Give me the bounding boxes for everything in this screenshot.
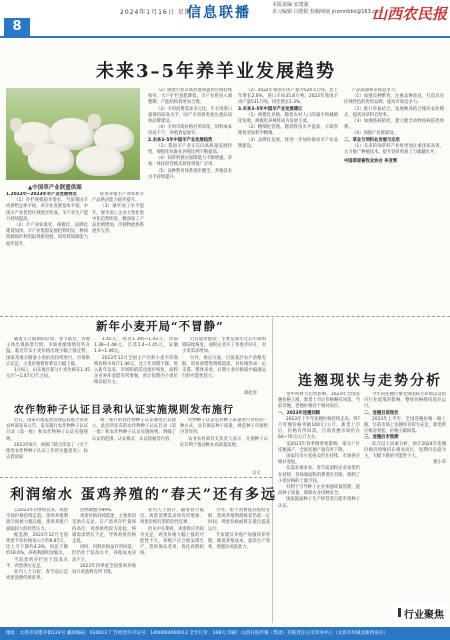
paragraph: 1月6日，山东地区部分小麦价格在1.45元/斤~1.47元/斤之间。 — [6, 368, 90, 380]
paragraph: 另外，供应方面，目前基层农户余粮有限，贸易商惜售情绪较浓，对价格形成一定支撑。整体来看，后期小麦价格稳中偏强运行的可能性较大。 — [182, 355, 266, 380]
wheat-column-3 — [182, 337, 266, 389]
paragraph: （2）精细化管理。随着科技水平提高，羊场管理将更加科学精细。 — [238, 125, 338, 137]
sheep-head — [22, 142, 34, 156]
egg-column-2 — [72, 508, 136, 624]
section-tag — [392, 604, 448, 620]
paragraph: 随着元旦假期的结束，春节临近，各地主体出现备货行情，市场看涨情绪有所升温。临近年末小麦价格出现小幅上涨走势，国家及地方储备小麦拍卖持续进行，市场供应充足，小麦价格暂时难以大幅上涨。 — [6, 337, 90, 367]
paragraph: 2023年8月，两部门联合印发了《关于推进农作物种子认证工作的实施意见》，标志着国家 — [6, 442, 88, 461]
main-article-column-5 — [344, 88, 444, 312]
paragraph: 今年的连翘行情受到国际大环境以及国内行业政策的影响，整体价格维持高位运行。 — [364, 392, 446, 410]
page-header — [0, 0, 450, 38]
sheep-photo — [6, 88, 140, 180]
section-divider — [0, 477, 272, 478]
egg-column-1 — [6, 508, 68, 624]
wheat-column-2 — [94, 337, 178, 389]
paragraph: （1）规模化养殖。随着农村人口的减少和城镇化发展，规模化养殖将成为发展主流。 — [238, 112, 338, 125]
main-article-column-4 — [238, 88, 338, 312]
paragraph: （3）加强疫病防控，建立健全动物疫病防控体系。 — [344, 119, 444, 131]
page-number: 8 — [4, 18, 30, 36]
paragraph: 受中药材大趋势影响，2023年全国连翘价格上涨，新货上市后价格略有回落，当前青翘、老翘价格处于相对高位。 — [278, 392, 360, 410]
article-author: 中国草原畜牧业协会 李亚雯 — [344, 159, 398, 165]
sheep-figure — [76, 146, 124, 176]
paragraph: （3）品牌化发展。将进一步加快推动羊产业品牌建设。 — [238, 137, 338, 149]
paragraph: 但从中长期看，鸡蛋供应仍较为充足，鸡蛋价格大幅上涨的可能性不大，养殖户应合理安排生产，适时淘汰老鸡，优化鸡群结构。 — [140, 526, 204, 557]
paragraph: 2023年四季度全国蛋鸡养殖每只鸡盈利有所下降。 — [72, 563, 136, 576]
sheep-figure — [28, 144, 74, 174]
paragraph: 农业农村部有关负责人表示，开展种子认证有利于推动种业高质量发展。 — [180, 436, 268, 448]
paragraph: 促进养殖生产效率和羊产品供应能力稳步提升。 — [92, 192, 144, 204]
paragraph: 业内人士预计，随着春节临近，鸡蛋消费需求将有所增加，鸡蛋价格有望阶段性反弹。 — [140, 508, 204, 526]
paragraph: 同时，饲料价格虽有所回落，但仍处于较高水平，养殖成本居高不下。 — [72, 545, 136, 563]
paragraph: （1）我国羊产业正在向高质量发展转型，规模化标准化养殖比例不断提高。 — [148, 143, 232, 156]
paragraph: 当前蛋鸡存栏处于较高水平，鸡蛋供应充足。 — [6, 557, 68, 569]
main-article-column-2 — [92, 192, 144, 312]
paragraph: 业内人士分析，春节前后是鸡蛋消费传统旺季。 — [6, 570, 68, 582]
paragraph: 2023年12月全国主产区新小麦平均收购价格为每斤1.46元，比上年同期下降。进入新年以来，市场购销活动逐步恢复，面粉企业补库意愿有所增强，预计短期内小麦价格以稳为主。 — [94, 355, 178, 386]
paragraph: （4）饲草料供应保障能力不断增强，草畜一体化经营模式将得到推广应用。 — [148, 156, 232, 168]
paragraph: 1.2022年~2023年羊产业发展特点 — [6, 192, 77, 197]
paragraph: 3.未来3–5年中国羊产业发展建议 — [238, 106, 303, 112]
paragraph: 一、2023年连翘回顾 — [278, 410, 321, 416]
sheep-head — [10, 118, 22, 132]
tag-label: 行业聚焦 — [404, 610, 444, 621]
wheat-column-1 — [6, 337, 90, 389]
column-divider — [272, 318, 273, 623]
paragraph: 专家建议养殖户加强饲养管理，降低养殖成本，提高生产效率，增强抗风险能力。 — [208, 532, 270, 551]
paragraph: 另外，由于消费复苏程度有限，蛋鸡养殖利润恢复仍需一定时间，鸡蛋价格或将在低位震荡运行。 — [208, 508, 270, 532]
paragraph: 国家托市小麦拍卖仍在持续，市场供应相对宽松。 — [278, 454, 360, 466]
paragraph: 2.未来3–5年中国羊产业发展趋势 — [148, 137, 213, 143]
paragraph: （1）未来的饲草料产业将更加注重优质高效，大力推广种植技术，提升饲草料加工与储藏水平。 — [344, 143, 444, 156]
paragraph: 受2023年春季倒春寒影响，部分产区连翘减产，全国连翘产量有所下降。 — [278, 441, 360, 453]
paragraph: 二、草业与饲料业发展与应用 — [344, 137, 400, 143]
main-article-column-1 — [6, 192, 88, 312]
editors-info: 本版责编 安建强 见习编辑 闫德阳 校稿师丽 jnxmnbfsl@163.com — [272, 2, 384, 15]
forsythia-column-1 — [278, 392, 360, 624]
paragraph: 比例调整为89%。 — [80, 508, 116, 513]
paragraph: （2）随着行业市场热度和盈利空间持续收窄，大户扩栏意愿降低，羊产业将进入调整期，产能结构将更加合理。 — [148, 88, 232, 106]
paragraph: 1.45元，河北1.395~1.43元，河南1.38~1.48元，江苏1.4~1.45元，安徽1.4~1.46元。 — [94, 337, 178, 355]
paragraph: 产品质量和市场竞争力。 — [352, 88, 400, 93]
header-rule — [0, 36, 450, 38]
paragraph: 统一推行的农作物种子认证制度正式建立。此次所发布的农作物种子认证目录（第一批）和农作物种子认证实施规则，明确了认证的范围、认证模式、认证依据等内容。 — [92, 418, 176, 442]
paragraph: 2023年上半年，全国连翘价格一路上涨。目前市场上连翘库存较为充足，新货供应相对宽松，价格小幅回落。 — [364, 416, 446, 435]
paragraph: （2）推行草畜结合，发展种养结合循环农业模式，提高饲草料自给率。 — [344, 106, 444, 118]
paragraph: （3）屠宰加工水平提升。屠宰加工企业大型化集中化趋势明显，精深加工产品比例增加，冷链物流体系逐步完善。 — [92, 204, 144, 235]
paragraph: 有利于引导种子企业加强质量管理，提高种子质量，保障农业用种安全。 — [278, 485, 360, 497]
paragraph: 二、连翘目前现状 — [364, 410, 399, 416]
paragraph: 2023年上半年连翘价格持续走高，到7月青翘价格突破100元/公斤。新货上市后，价格有所回落，目前青翘市场价在60~70元/公斤左右。 — [278, 416, 360, 441]
paragraph: （3）羊肉消费需求多元化，牛羊肉进口量保持较高水平，国产羊肉将更加注重品质和品牌建设。 — [148, 106, 232, 125]
paragraph: 国家鼓励种子生产经营者自愿申请种子认证。 — [278, 497, 360, 509]
paragraph: （1）存栏规模稳步增长。当前我国羊肉供给总体平稳，养羊业发展基本平稳，中国羊产业优势区域逐步形成，羊产业生产能力持续提高。 — [6, 198, 88, 222]
egg-column-3 — [140, 508, 204, 624]
paragraph: （2）羊产业标准化、规模化、品牌化建设加快。羊产业集群发展趋势明显，种质资源保护利用取得新进展，饲草料保障能力稳步提升。 — [6, 223, 88, 247]
tag-bar — [398, 608, 401, 617]
paragraph: 鸡蛋价格持续低迷，主要原因是供应充足。在产蛋鸡存栏量保持高位，鸡蛋供给较为宽松，终端需求增长不足，导致鸡蛋价格走低。 — [72, 514, 136, 545]
paragraph: 近有提价挺价，主要是新年过后市场购销陆续恢复，面粉企业开工率逐步回升，对小麦需求增加。 — [182, 337, 266, 355]
newspaper-logo: 山西农民报 — [372, 5, 448, 23]
paragraph: （4）羊肉市场价格有所回落，饲料成本居高不下，养殖效益收窄。 — [148, 125, 232, 137]
forsythia-column-2 — [364, 392, 446, 602]
certification-column-1 — [6, 418, 88, 468]
section-divider — [0, 316, 450, 317]
paragraph: 三、连翘后市预测 — [364, 435, 399, 441]
paragraph: 近日，国家市场监督管理总局联合农业农村部发布公告，发布施行农作物种子认证目录（第一批）和农作物种子认证实施规则。 — [6, 418, 88, 442]
paragraph: 综合以上因素分析，预计2024年连翘价格仍将维持在相对高位，短期内以稳为主，大幅下跌的可能性不大。 — [364, 441, 446, 460]
paragraph: （1）加强良种繁育，注重品种改良，打造具有区域特色的优势品牌，提高市场竞争力。 — [344, 94, 444, 106]
egg-article-title: 利润缩水 蛋鸡养殖的“春天”还有多远 — [10, 487, 277, 503]
paragraph: （4）加强产业链建设。 — [352, 131, 398, 137]
photo-caption: ▲中国草产业联盟供图 — [28, 185, 82, 191]
page-footer: 地址：太原市双塔寺街124号 邮政编码：030012 广告经营许可证号：1400004000012 全年订价：168元 印刷：山西日报传媒（集团）有限责任公司印务中心（太原市坞城北街西南号） — [0, 627, 450, 640]
certification-column-3 — [180, 418, 268, 468]
paragraph: 作物种子认证是对种子质量进行评价的一种方式，具有保证种子质量、规范种子市场秩序等作用。 — [180, 418, 268, 436]
main-article-column-3 — [148, 88, 232, 312]
wheat-article-title: 新年小麦开局“不冒静” — [96, 319, 224, 333]
issue-date: 2024年1月16日 星期二 — [120, 9, 199, 16]
egg-column-4 — [208, 508, 270, 624]
paragraph: （5）良种繁育体系逐步健全，养殖技术水平持续提升。 — [148, 168, 232, 180]
article-author: 捷小草 — [433, 460, 446, 466]
certification-article-title: 农作物种子认证目录和认证实施规则发布施行 — [14, 405, 234, 416]
paragraph: 从需求端来看，春节前面粉企业备货仍在持续，但终端面粉消费增长有限，限制了小麦价格的上涨空间。 — [278, 466, 360, 484]
section-title: 信息联播 — [187, 5, 251, 21]
paragraph: 自2023年四季度以来，鸡蛋市场价格持续走低，蛋鸡养殖利润空间被大幅压缩，蛋鸡养殖户面临较大的经营压力。 — [6, 508, 68, 532]
paragraph: 据监测，2023年12月全国鸡蛋平均价格每公斤约9.87元，比上月下降约4.3%，同比下降约18.6%，养殖利润明显缩水。 — [6, 532, 68, 557]
certification-article-author: 宗文 — [252, 471, 261, 476]
forsythia-article-title: 连翘现状与走势分析 — [298, 373, 442, 389]
main-headline: 未来3–5年养羊业发展趋势 — [96, 61, 337, 82]
paragraph: （2）2022年我国羊肉产量为524.5万吨，比上年增长2.0%，进口羊肉35.8万吨。2023年我国羊肉产量531万吨，同比增长1.3%。 — [238, 88, 338, 106]
wheat-article-author: 郑桂春 — [244, 391, 257, 396]
certification-column-2 — [92, 418, 176, 468]
